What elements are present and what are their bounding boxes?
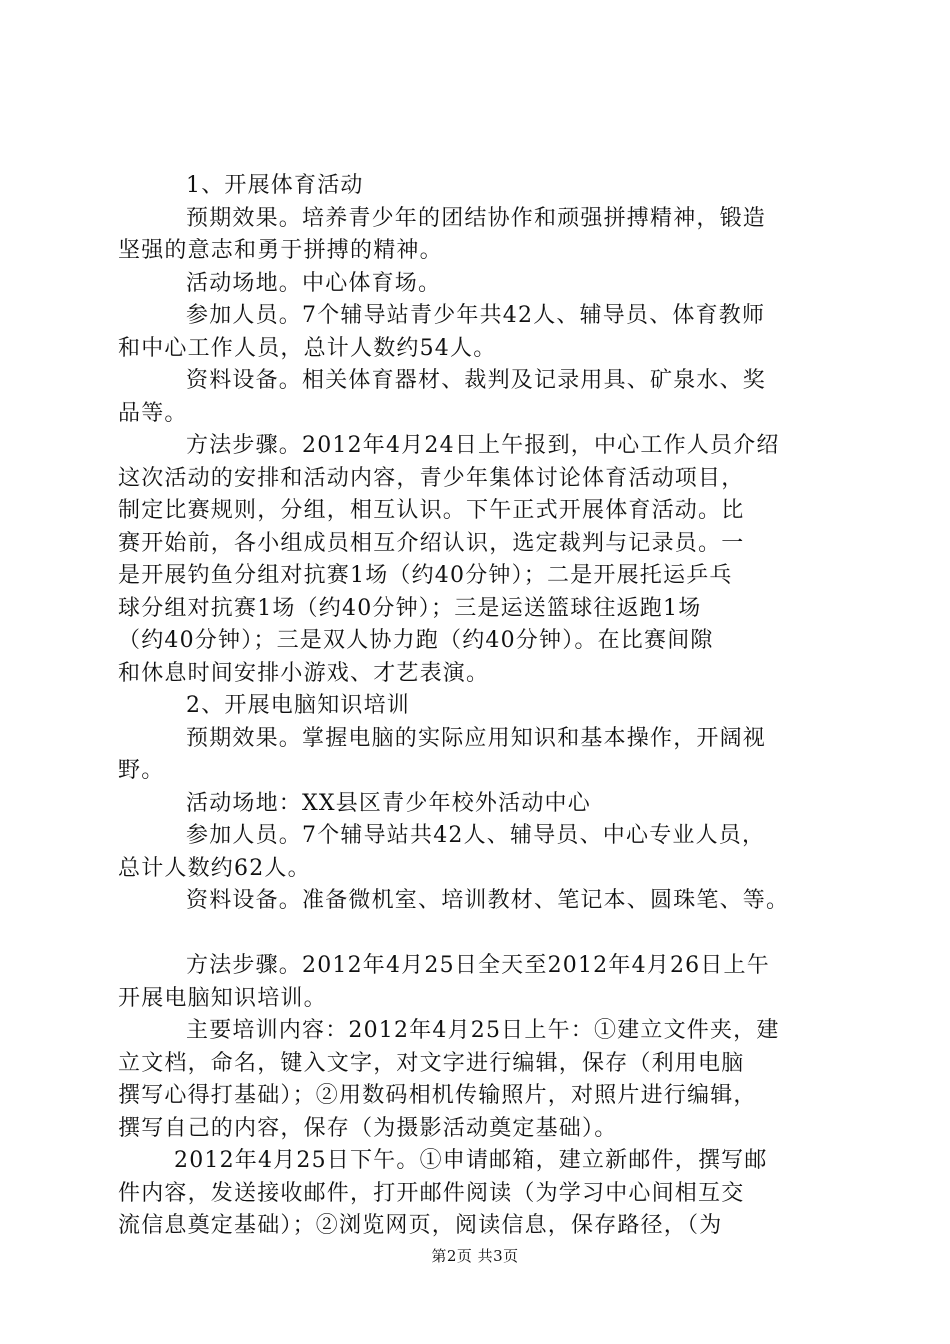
paragraph-line: 赛开始前，各小组成员相互介绍认识，选定裁判与记录员。一	[118, 530, 745, 556]
paragraph-line: 流信息奠定基础）；②浏览网页，阅读信息，保存路径，（为	[118, 1213, 723, 1238]
paragraph-line: 2012年4月25日下午。①申请邮箱，建立新邮件，撰写邮	[174, 1148, 768, 1173]
paragraph-line: 活动场地：XX县区青少年校外活动中心	[186, 790, 591, 816]
paragraph-line: 资料设备。相关体育器材、裁判及记录用具、矿泉水、奖	[186, 368, 767, 393]
paragraph-line: 件内容，发送接收邮件，打开邮件阅读（为学习中心间相互交	[118, 1180, 745, 1206]
paragraph-line: 活动场地。中心体育场。	[186, 270, 442, 296]
document-body	[118, 170, 838, 1243]
paragraph-line: 撰写心得打基础）；②用数码相机传输照片，对照片进行编辑，	[118, 1083, 757, 1108]
paragraph-line: 这次活动的安排和活动内容，青少年集体讨论体育活动项目，	[118, 465, 745, 491]
paragraph-line: 立文档，命名，键入文字，对文字进行编辑，保存（利用电脑	[118, 1050, 745, 1076]
paragraph-line: 总计人数约62人。	[118, 855, 311, 881]
paragraph-line: 方法步骤。2012年4月25日全天至2012年4月26日上午	[186, 953, 770, 978]
paragraph-line: 制定比赛规则，分组，相互认识。下午正式开展体育活动。比	[118, 498, 745, 523]
section-heading-sports: 1、开展体育活动	[186, 173, 364, 198]
paragraph-line: 坚强的意志和勇于拼搏的精神。	[118, 238, 443, 263]
paragraph-line: 参加人员。7个辅导站青少年共42人、辅导员、体育教师	[186, 303, 766, 328]
paragraph-line: 野。	[118, 758, 165, 783]
page-footer: 第2页 共3页	[431, 1247, 519, 1265]
paragraph-line: 方法步骤。2012年4月24日上午报到，中心工作人员介绍	[186, 433, 780, 458]
paragraph-line: （约40分钟）；三是双人协力跑（约40分钟）。在比赛间隙	[118, 628, 714, 653]
paragraph-line: 球分组对抗赛1场（约40分钟）；三是运送篮球往返跑1场	[118, 595, 702, 621]
paragraph-line: 品等。	[118, 400, 188, 426]
paragraph-line: 撰写自己的内容，保存（为摄影活动奠定基础）。	[118, 1115, 618, 1141]
paragraph-line: 预期效果。掌握电脑的实际应用知识和基本操作，开阔视	[186, 725, 767, 751]
section-heading-computer: 2、开展电脑知识培训	[186, 693, 410, 718]
paragraph-line: 主要培训内容：2012年4月25日上午：①建立文件夹，建	[186, 1018, 780, 1043]
paragraph-line: 开展电脑知识培训。	[118, 985, 327, 1011]
paragraph-line: 和中心工作人员，总计人数约54人。	[118, 335, 497, 361]
paragraph-line: 预期效果。培养青少年的团结协作和顽强拼搏精神，锻造	[186, 205, 767, 231]
paragraph-line: 和休息时间安排小游戏、才艺表演。	[118, 660, 490, 686]
paragraph-line: 参加人员。7个辅导站共42人、辅导员、中心专业人员，	[186, 823, 766, 848]
paragraph-line: 资料设备。准备微机室、培训教材、笔记本、圆珠笔、等。	[186, 888, 790, 913]
paragraph-line: 是开展钓鱼分组对抗赛1场（约40分钟）；二是开展托运乒乓	[118, 563, 733, 588]
blank-line	[118, 918, 838, 951]
